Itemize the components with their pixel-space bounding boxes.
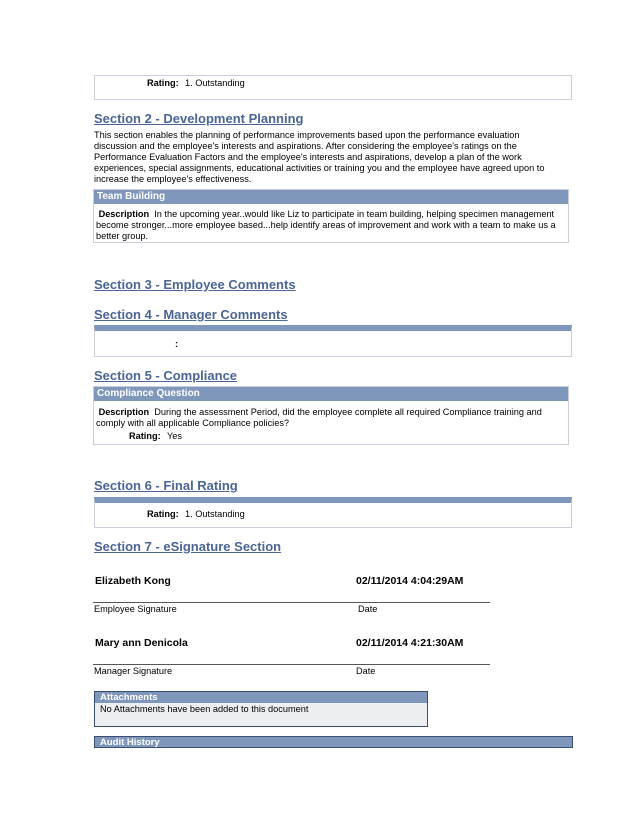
rating-value: 1. Outstanding [185, 78, 245, 88]
final-rating-label: Rating: [147, 509, 179, 519]
attachments-box [94, 691, 428, 727]
rating-label: Rating: [147, 78, 179, 88]
employee-signature-caption: Employee Signature [94, 604, 177, 614]
description-label: Description [98, 209, 150, 219]
attachments-text: No Attachments have been added to this document [100, 704, 309, 714]
manager-signature-line [93, 664, 490, 665]
team-building-header: Team Building [94, 190, 568, 204]
compliance-box [93, 386, 569, 445]
description-label: Description [98, 407, 150, 417]
employee-signature-name: Elizabeth Kong [95, 575, 171, 587]
employee-signature-datetime: 02/11/2014 4:04:29AM [356, 575, 464, 587]
employee-signature-line [93, 602, 490, 603]
section2-title: Section 2 - Development Planning [94, 111, 304, 126]
compliance-rating-label: Rating: [129, 431, 161, 441]
manager-comments-box [94, 325, 572, 357]
compliance-rating-value: Yes [167, 431, 182, 441]
section2-intro: This section enables the planning of performance improvements based upon the performance evaluation discussion and the employee's interests and aspirations. After considering the employee's ratings on the Performance Evaluation Factors and the employee's interests and aspirations, develop a plan of the work experiences, special assignments, educational activities or training you and the employee have agreed upon to increase the employee's effectiveness. [94, 130, 545, 184]
compliance-header: Compliance Question [94, 387, 568, 401]
manager-signature-caption: Manager Signature [94, 666, 173, 676]
section3-title: Section 3 - Employee Comments [94, 277, 296, 292]
team-building-box [93, 189, 569, 243]
section7-title: Section 7 - eSignature Section [94, 539, 282, 554]
section5-title: Section 5 - Compliance [94, 368, 238, 383]
compliance-description [96, 407, 564, 429]
team-building-description [96, 209, 568, 242]
audit-history-header: Audit History [94, 736, 573, 748]
attachments-header: Attachments [95, 692, 427, 703]
final-rating-box [94, 497, 572, 528]
section4-title: Section 4 - Manager Comments [94, 307, 288, 322]
comment-colon: : [175, 339, 179, 349]
description-text: In the upcoming year..would like Liz to participate in team building, helping specimen management become stronger...more employee based...help identify areas of improvement and work with a team to make us a better group. [96, 209, 556, 241]
manager-signature-name: Mary ann Denicola [95, 637, 188, 649]
section1-rating-box [94, 75, 572, 100]
section6-title: Section 6 - Final Rating [94, 478, 238, 493]
final-rating-value: 1. Outstanding [185, 509, 245, 519]
description-text: During the assessment Period, did the employee complete all required Compliance training and comply with all applicable Compliance policies? [96, 407, 542, 428]
employee-date-caption: Date [358, 604, 378, 614]
manager-signature-datetime: 02/11/2014 4:21:30AM [356, 637, 464, 649]
manager-date-caption: Date [356, 666, 376, 676]
